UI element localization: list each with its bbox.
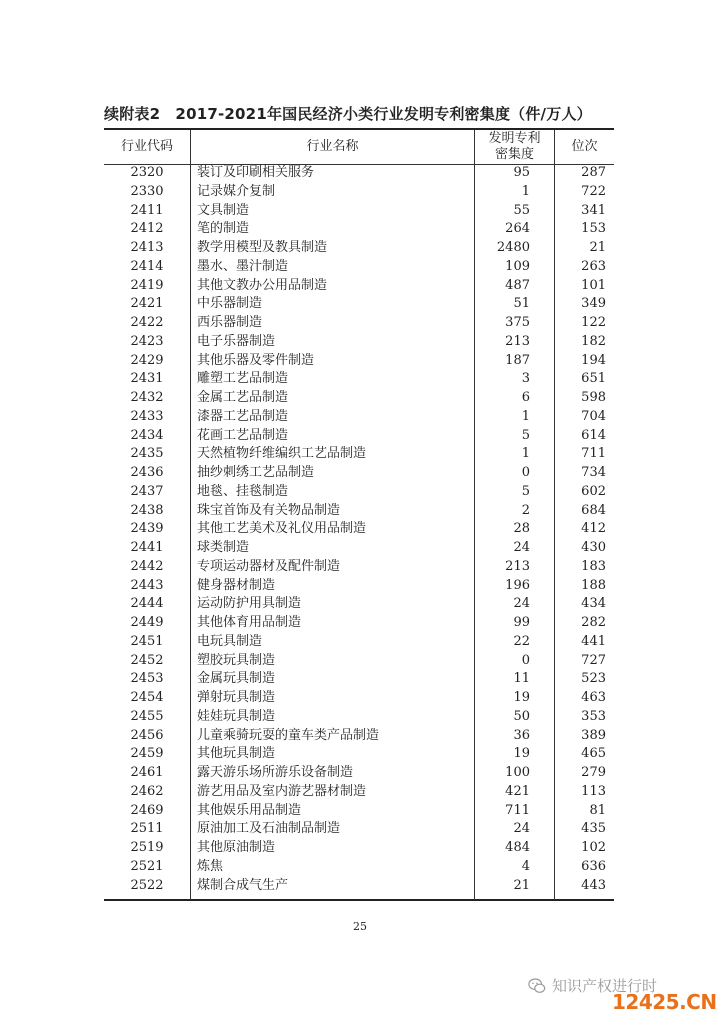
rank: 614 bbox=[581, 427, 606, 443]
industry-code: 2413 bbox=[130, 240, 164, 255]
patent-density: 50 bbox=[513, 708, 530, 724]
table-row bbox=[104, 277, 614, 296]
patent-density: 5 bbox=[521, 427, 530, 443]
industry-code: 2429 bbox=[130, 352, 164, 368]
patent-density: 19 bbox=[513, 746, 530, 762]
industry-name: 塑胶玩具制造 bbox=[197, 652, 276, 668]
rank: 722 bbox=[581, 183, 606, 199]
rank: 263 bbox=[581, 258, 606, 274]
industry-code: 2434 bbox=[130, 427, 164, 443]
industry-code: 2414 bbox=[130, 258, 164, 274]
industry-name: 记录媒介复制 bbox=[197, 183, 276, 199]
industry-name: 健身器材制造 bbox=[197, 577, 276, 593]
industry-name: 漆器工艺品制造 bbox=[197, 408, 289, 424]
industry-name: 炼焦 bbox=[197, 858, 224, 874]
patent-density: 6 bbox=[521, 390, 530, 405]
industry-code: 2459 bbox=[130, 746, 164, 762]
table-row bbox=[104, 483, 614, 502]
table-row bbox=[104, 858, 614, 877]
industry-code: 2462 bbox=[130, 783, 164, 799]
rank: 602 bbox=[581, 483, 606, 499]
patent-density: 1 bbox=[521, 183, 530, 199]
industry-code: 2453 bbox=[130, 671, 164, 687]
industry-code: 2454 bbox=[130, 690, 164, 705]
industry-name: 地毯、挂毯制造 bbox=[197, 483, 289, 499]
table-row bbox=[104, 689, 614, 708]
industry-code: 2444 bbox=[130, 596, 164, 612]
rank: 465 bbox=[581, 746, 606, 762]
industry-name: 金属玩具制造 bbox=[197, 671, 276, 687]
rank: 353 bbox=[581, 708, 606, 724]
header-density-line1: 发明专利 bbox=[488, 131, 541, 146]
patent-density: 21 bbox=[513, 877, 530, 893]
industry-code: 2451 bbox=[130, 633, 164, 649]
industry-code: 2469 bbox=[130, 802, 164, 818]
industry-name: 专项运动器材及配件制造 bbox=[197, 558, 341, 574]
industry-code: 2452 bbox=[130, 652, 164, 668]
table-row bbox=[104, 202, 614, 221]
patent-density: 213 bbox=[505, 558, 530, 574]
rank: 287 bbox=[581, 165, 606, 180]
table-row bbox=[104, 220, 614, 239]
page-number: 25 bbox=[353, 920, 367, 933]
industry-code: 2411 bbox=[130, 202, 164, 218]
industry-code: 2511 bbox=[130, 821, 164, 837]
rank: 81 bbox=[589, 802, 606, 818]
patent-density: 24 bbox=[513, 596, 530, 612]
patent-density: 264 bbox=[505, 221, 530, 237]
patent-density: 5 bbox=[521, 483, 530, 499]
table-row bbox=[104, 445, 614, 464]
industry-code: 2461 bbox=[130, 765, 164, 780]
rank: 113 bbox=[581, 783, 606, 799]
rank: 434 bbox=[581, 596, 606, 612]
industry-code: 2330 bbox=[130, 183, 164, 199]
rank: 430 bbox=[581, 540, 606, 555]
table-row bbox=[104, 333, 614, 352]
patent-density: 95 bbox=[513, 165, 530, 180]
patent-density: 3 bbox=[521, 371, 530, 387]
patent-density: 1 bbox=[521, 408, 530, 424]
industry-code: 2521 bbox=[130, 858, 164, 874]
table-row bbox=[104, 820, 614, 839]
rank: 435 bbox=[581, 821, 606, 837]
table-row bbox=[104, 520, 614, 539]
table-row bbox=[104, 745, 614, 764]
table-row bbox=[104, 708, 614, 727]
header-density bbox=[475, 130, 554, 164]
rank: 636 bbox=[581, 858, 606, 874]
rank: 711 bbox=[581, 446, 606, 462]
table-row bbox=[104, 839, 614, 858]
rank: 389 bbox=[581, 727, 606, 743]
industry-code: 2449 bbox=[130, 615, 164, 630]
industry-code: 2421 bbox=[130, 296, 164, 312]
industry-code: 2455 bbox=[130, 708, 164, 724]
industry-name: 金属工艺品制造 bbox=[197, 390, 289, 405]
industry-code: 2437 bbox=[130, 483, 164, 499]
header-density-line2: 密集度 bbox=[494, 147, 534, 162]
table-row bbox=[104, 595, 614, 614]
table-row bbox=[104, 389, 614, 408]
rank: 183 bbox=[581, 558, 606, 574]
rank: 194 bbox=[581, 352, 606, 368]
table-row bbox=[104, 464, 614, 483]
rank: 523 bbox=[581, 671, 606, 687]
rank: 443 bbox=[581, 877, 606, 893]
industry-code: 2412 bbox=[130, 221, 164, 237]
industry-name: 其他乐器及零件制造 bbox=[197, 352, 315, 368]
industry-name: 抽纱刺绣工艺品制造 bbox=[197, 465, 315, 480]
industry-name: 其他娱乐用品制造 bbox=[197, 802, 302, 818]
industry-code: 2320 bbox=[130, 165, 164, 180]
patent-density: 51 bbox=[513, 296, 530, 312]
industry-name: 其他体育用品制造 bbox=[197, 615, 302, 630]
industry-name: 儿童乘骑玩耍的童车类产品制造 bbox=[197, 727, 380, 743]
table-row bbox=[104, 614, 614, 633]
table-row bbox=[104, 352, 614, 371]
rank: 182 bbox=[581, 333, 606, 349]
rank: 341 bbox=[581, 202, 606, 218]
rank: 122 bbox=[581, 315, 606, 330]
patent-density: 2 bbox=[521, 502, 530, 518]
table-body bbox=[104, 164, 614, 895]
table-row bbox=[104, 183, 614, 202]
table-row bbox=[104, 258, 614, 277]
industry-name: 中乐器制造 bbox=[197, 296, 263, 312]
industry-code: 2441 bbox=[130, 540, 164, 555]
site-logo: 12425.CN bbox=[612, 990, 717, 1014]
table-row bbox=[104, 558, 614, 577]
industry-name: 电玩具制造 bbox=[197, 633, 263, 649]
patent-density: 4 bbox=[521, 858, 530, 874]
rank: 101 bbox=[581, 277, 606, 293]
industry-code: 2432 bbox=[130, 390, 164, 405]
industry-name: 其他原油制造 bbox=[197, 840, 276, 855]
rank: 412 bbox=[581, 521, 606, 537]
industry-code: 2419 bbox=[130, 277, 164, 293]
patent-density: 36 bbox=[513, 727, 530, 743]
patent-density: 11 bbox=[513, 671, 530, 687]
wechat-icon bbox=[528, 977, 546, 995]
industry-name: 教学用模型及教具制造 bbox=[197, 240, 328, 255]
rank: 734 bbox=[581, 465, 606, 480]
patent-density: 100 bbox=[505, 765, 530, 780]
patent-density: 484 bbox=[505, 840, 530, 855]
table-row bbox=[104, 539, 614, 558]
patent-density: 196 bbox=[505, 577, 530, 593]
header-code: 行业代码 bbox=[120, 139, 173, 154]
rank: 598 bbox=[581, 390, 606, 405]
patent-density: 19 bbox=[513, 690, 530, 705]
table-row bbox=[104, 164, 614, 183]
table-row bbox=[104, 295, 614, 314]
rank: 441 bbox=[581, 633, 606, 649]
table-row bbox=[104, 727, 614, 746]
industry-name: 文具制造 bbox=[197, 202, 250, 218]
rank: 727 bbox=[581, 652, 606, 668]
rank: 704 bbox=[581, 408, 606, 424]
rank: 282 bbox=[581, 615, 606, 630]
industry-name: 墨水、墨汁制造 bbox=[197, 258, 289, 274]
watermark-text: 知识产权进行时 bbox=[552, 977, 658, 995]
industry-name: 笔的制造 bbox=[197, 221, 250, 237]
patent-density: 24 bbox=[513, 540, 530, 555]
rank: 102 bbox=[581, 840, 606, 855]
table-row bbox=[104, 877, 614, 896]
industry-name: 装订及印刷相关服务 bbox=[197, 165, 315, 180]
table-title: 续附表2 2017-2021年国民经济小类行业发明专利密集度（件/万人） bbox=[104, 105, 592, 123]
header-rank: 位次 bbox=[571, 139, 598, 154]
table-row bbox=[104, 764, 614, 783]
industry-name: 运动防护用具制造 bbox=[197, 596, 302, 612]
table-row bbox=[104, 239, 614, 258]
industry-code: 2519 bbox=[130, 840, 164, 855]
industry-code: 2443 bbox=[130, 577, 164, 593]
industry-code: 2431 bbox=[130, 371, 164, 387]
table-row bbox=[104, 783, 614, 802]
industry-code: 2435 bbox=[130, 446, 164, 462]
industry-code: 2442 bbox=[130, 558, 164, 574]
rank: 279 bbox=[581, 765, 606, 780]
industry-name: 游艺用品及室内游艺器材制造 bbox=[197, 783, 367, 799]
patent-density: 99 bbox=[513, 615, 530, 630]
industry-code: 2433 bbox=[130, 408, 164, 424]
patent-density: 28 bbox=[513, 521, 530, 537]
header-name: 行业名称 bbox=[306, 139, 359, 154]
patent-density: 711 bbox=[505, 802, 530, 818]
industry-name: 球类制造 bbox=[197, 540, 250, 555]
rank: 684 bbox=[581, 502, 606, 518]
industry-code: 2423 bbox=[130, 333, 164, 349]
patent-density: 0 bbox=[521, 652, 530, 668]
patent-density: 24 bbox=[513, 821, 530, 837]
table-row bbox=[104, 652, 614, 671]
rank: 651 bbox=[581, 371, 606, 387]
patent-density: 109 bbox=[505, 258, 530, 274]
table-bottom-rule bbox=[104, 899, 614, 901]
industry-name: 娃娃玩具制造 bbox=[197, 708, 276, 724]
industry-name: 露天游乐场所游乐设备制造 bbox=[197, 765, 354, 780]
industry-name: 弹射玩具制造 bbox=[197, 690, 276, 705]
industry-code: 2522 bbox=[130, 877, 164, 893]
industry-name: 花画工艺品制造 bbox=[197, 427, 289, 443]
rank: 188 bbox=[581, 577, 606, 593]
patent-density: 2480 bbox=[496, 240, 530, 255]
patent-density: 375 bbox=[505, 315, 530, 330]
patent-density: 187 bbox=[505, 352, 530, 368]
patent-density: 487 bbox=[505, 277, 530, 293]
table-row bbox=[104, 314, 614, 333]
industry-code: 2456 bbox=[130, 727, 164, 743]
industry-code: 2436 bbox=[130, 465, 164, 480]
industry-name: 珠宝首饰及有关物品制造 bbox=[197, 502, 341, 518]
industry-code: 2439 bbox=[130, 521, 164, 537]
industry-name: 其他玩具制造 bbox=[197, 746, 276, 762]
industry-code: 2438 bbox=[130, 502, 164, 518]
industry-name: 西乐器制造 bbox=[197, 315, 263, 330]
patent-density: 213 bbox=[505, 333, 530, 349]
table-row bbox=[104, 633, 614, 652]
patent-density: 55 bbox=[513, 202, 530, 218]
rank: 21 bbox=[589, 240, 606, 255]
industry-name: 雕塑工艺品制造 bbox=[197, 371, 289, 387]
industry-name: 其他文教办公用品制造 bbox=[197, 277, 328, 293]
patent-density: 1 bbox=[521, 446, 530, 462]
patent-density: 22 bbox=[513, 633, 530, 649]
table-row bbox=[104, 408, 614, 427]
table-row bbox=[104, 670, 614, 689]
industry-name: 电子乐器制造 bbox=[197, 333, 276, 349]
patent-density: 0 bbox=[521, 465, 530, 480]
rank: 349 bbox=[581, 296, 606, 312]
table-row bbox=[104, 577, 614, 596]
table-row bbox=[104, 802, 614, 821]
industry-code: 2422 bbox=[130, 315, 164, 330]
industry-name: 其他工艺美术及礼仪用品制造 bbox=[197, 521, 367, 537]
rank: 463 bbox=[581, 690, 606, 705]
industry-name: 原油加工及石油制品制造 bbox=[197, 821, 341, 837]
industry-name: 天然植物纤维编织工艺品制造 bbox=[197, 446, 367, 462]
rank: 153 bbox=[581, 221, 606, 237]
table-row bbox=[104, 502, 614, 521]
patent-density: 421 bbox=[505, 783, 530, 799]
table-row bbox=[104, 427, 614, 446]
table-row bbox=[104, 370, 614, 389]
industry-name: 煤制合成气生产 bbox=[197, 877, 289, 893]
